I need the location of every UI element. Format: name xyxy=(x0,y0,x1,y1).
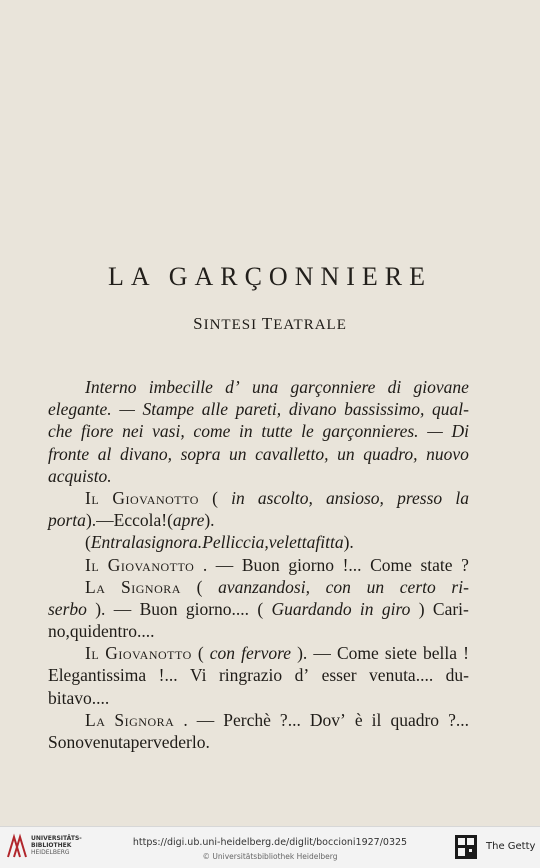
word: fiore xyxy=(80,421,114,442)
word: ( xyxy=(85,532,91,553)
text-line xyxy=(48,509,469,531)
word: giro xyxy=(381,598,411,619)
word: — xyxy=(313,643,331,664)
word: La xyxy=(85,709,106,730)
word: Perchè xyxy=(223,709,271,730)
text-line xyxy=(48,598,469,620)
word: . xyxy=(202,554,208,575)
word: Come xyxy=(336,643,379,664)
word: in xyxy=(231,487,245,508)
word: Giovanotto xyxy=(105,643,192,664)
word: ascolto, xyxy=(257,487,313,508)
word: ). xyxy=(204,510,215,531)
subtitle-initial: T xyxy=(261,314,274,333)
word: Come xyxy=(370,554,412,575)
word: in xyxy=(359,598,374,619)
word: Entra xyxy=(90,532,131,553)
word: ? xyxy=(461,554,469,575)
word: ). xyxy=(95,598,106,619)
word: giovane xyxy=(413,377,469,397)
word: . xyxy=(183,709,188,730)
word: serbo xyxy=(48,598,87,619)
word: Pelliccia, xyxy=(202,532,269,553)
word: ( xyxy=(197,643,204,664)
word: Vi xyxy=(190,665,207,686)
word: le xyxy=(301,421,314,442)
body-text xyxy=(48,376,469,753)
word: — xyxy=(96,510,114,531)
word: sopra xyxy=(180,443,221,464)
word: in xyxy=(239,421,253,442)
word: Signora xyxy=(114,709,175,730)
word: di xyxy=(387,377,402,397)
viewer-footer xyxy=(0,826,540,868)
text-line xyxy=(48,642,469,664)
text-line xyxy=(48,398,469,420)
word: Eccola xyxy=(113,510,162,531)
word: alle xyxy=(201,399,228,420)
word: ?... xyxy=(448,709,469,730)
word: Guardando xyxy=(271,598,352,619)
word: fronte xyxy=(48,443,90,464)
word: la xyxy=(455,487,469,508)
word: fitta xyxy=(315,532,344,553)
word: nuovo xyxy=(426,443,469,464)
word: ! xyxy=(161,510,168,531)
word: vederlo. xyxy=(153,732,210,752)
word: il xyxy=(371,709,382,730)
uni-name-line: BIBLIOTHEK xyxy=(31,842,72,849)
word: ) xyxy=(418,598,425,619)
word: Buon xyxy=(139,598,178,619)
word: Elegantissima xyxy=(48,665,147,686)
word: è xyxy=(354,709,363,730)
word: garçonnieres. xyxy=(322,421,419,442)
permalink-url[interactable]: https://digi.ub.uni-heidelberg.de/diglit/boccioni1927/0325 xyxy=(132,837,408,848)
text-line xyxy=(48,709,469,731)
word: certo xyxy=(399,576,436,597)
word: venuta.... xyxy=(369,665,434,686)
text-line xyxy=(48,443,469,465)
word: !... xyxy=(158,665,178,686)
word: La xyxy=(85,576,106,597)
word: ). xyxy=(85,510,97,531)
word: ! xyxy=(463,643,469,664)
word: giorno xyxy=(288,554,335,575)
word: ). xyxy=(343,532,354,553)
subtitle-rest: INTESI xyxy=(203,317,262,333)
word: presso xyxy=(397,487,443,508)
word: una xyxy=(252,377,279,397)
text-line xyxy=(48,487,469,509)
word: un xyxy=(229,443,247,464)
word: ( xyxy=(196,576,203,597)
word: Dov’ xyxy=(309,709,346,730)
word: Il xyxy=(85,643,100,664)
word: tutte xyxy=(261,421,293,442)
word: garçonniere xyxy=(290,377,376,397)
word: Giovanotto xyxy=(112,487,199,508)
word: un xyxy=(366,576,385,597)
text-line xyxy=(48,620,469,642)
word: Il xyxy=(85,487,100,508)
word: vasi, xyxy=(152,421,185,442)
word: elegante. xyxy=(48,399,112,420)
word: Buon xyxy=(241,554,280,575)
word: divano, xyxy=(119,443,172,464)
page-subtitle xyxy=(0,314,540,334)
word: imbecille xyxy=(148,377,213,397)
text-line xyxy=(48,465,469,487)
word: state xyxy=(420,554,453,575)
word: — xyxy=(119,399,135,420)
word: per xyxy=(130,732,153,752)
word: dentro.... xyxy=(92,621,155,642)
word: cavalletto, xyxy=(255,443,329,464)
text-line xyxy=(48,376,469,398)
word: — xyxy=(215,554,234,575)
word: no, xyxy=(48,621,70,642)
word: qual- xyxy=(432,399,469,420)
word: d’ xyxy=(225,377,240,397)
subtitle-rest: EATRALE xyxy=(273,317,347,333)
page-title: LA GARÇONNIERE xyxy=(107,262,433,291)
word: venuta xyxy=(83,732,131,752)
word: nei xyxy=(122,421,144,442)
uni-name-line: UNIVERSITÄTS- xyxy=(31,835,82,842)
word: — xyxy=(427,421,443,442)
word: quadro, xyxy=(363,443,418,464)
word: ). xyxy=(297,643,308,664)
word: Stampe xyxy=(142,399,195,420)
word: — xyxy=(196,709,215,730)
word: Giovanotto xyxy=(107,554,195,575)
word: Il xyxy=(85,554,100,575)
word: siete xyxy=(384,643,417,664)
uni-name-line: HEIDELBERG xyxy=(31,849,70,856)
word: avanzandosi, xyxy=(218,576,310,597)
word: ri- xyxy=(451,576,469,597)
word: qui xyxy=(69,621,93,642)
word: Di xyxy=(451,421,469,442)
word: bella xyxy=(423,643,458,664)
getty-label: The Getty xyxy=(486,841,536,852)
text-line xyxy=(48,420,469,442)
text-line xyxy=(48,664,469,686)
word: Sono xyxy=(48,732,84,752)
word: bassissimo, xyxy=(344,399,425,420)
text-line xyxy=(48,554,469,576)
word: ( xyxy=(167,510,173,531)
word: con xyxy=(325,576,351,597)
word: ansioso, xyxy=(326,487,384,508)
word: come xyxy=(193,421,231,442)
word: ( xyxy=(212,487,218,508)
word: Cari- xyxy=(432,598,469,619)
word: che xyxy=(48,421,73,442)
word: pareti, xyxy=(235,399,282,420)
word: ?... xyxy=(279,709,301,730)
word: acquisto. xyxy=(48,465,112,486)
word: quadro xyxy=(390,709,440,730)
word: apre xyxy=(172,510,205,531)
word: !... xyxy=(342,554,362,575)
word: con xyxy=(209,643,236,664)
word: ( xyxy=(257,598,264,619)
word: Signora xyxy=(121,576,181,597)
copyright-notice: © Universitätsbibliothek Heidelberg xyxy=(202,852,338,861)
subtitle-initial: S xyxy=(193,314,204,333)
word: signora. xyxy=(144,532,203,553)
word: bitavo.... xyxy=(48,687,110,708)
text-line xyxy=(48,731,469,753)
word: la xyxy=(130,532,145,553)
word: porta xyxy=(48,510,86,531)
word: Interno xyxy=(85,377,137,397)
text-line xyxy=(48,576,469,598)
word: d’ xyxy=(294,665,310,686)
word: un xyxy=(337,443,355,464)
word: fervore xyxy=(241,643,292,664)
word: al xyxy=(97,443,112,464)
word: veletta xyxy=(268,532,316,553)
word: giorno.... xyxy=(185,598,250,619)
word: divano xyxy=(288,399,337,420)
text-line xyxy=(48,687,469,709)
text-line xyxy=(48,531,469,553)
word: esser xyxy=(321,665,357,686)
word: — xyxy=(113,598,132,619)
word: du- xyxy=(445,665,469,686)
getty-logo-icon[interactable] xyxy=(455,835,477,859)
word: ringrazio xyxy=(218,665,283,686)
